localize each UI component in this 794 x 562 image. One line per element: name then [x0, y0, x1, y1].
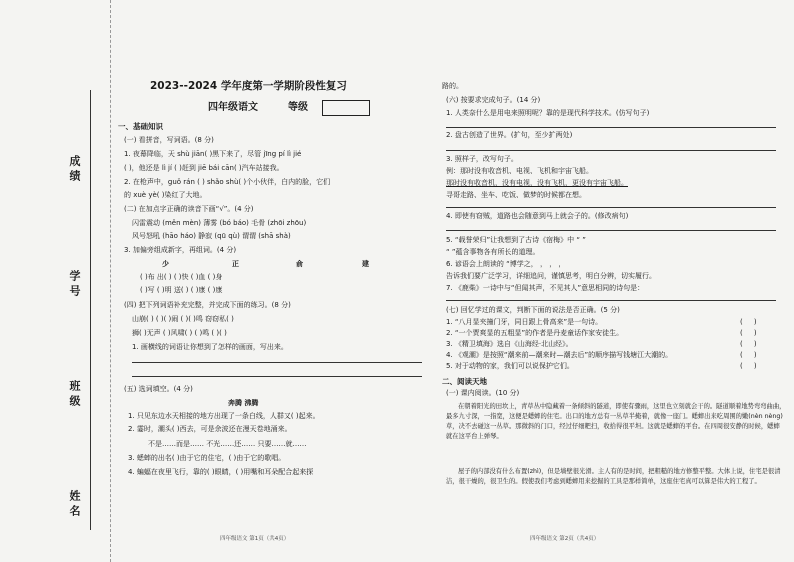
q5-title: (五) 选词填空。(4 分): [124, 385, 193, 393]
q1-title: (一) 看拼音，写词语。(8 分): [124, 136, 214, 144]
binding-margin: [0, 0, 111, 562]
q5-connectives: 不是……而是…… 不光……还…… 只要……就……: [148, 440, 307, 448]
q2-line1: 闪雷震动 (měn mèn) 薄雾 (bó báo) 毛骨 (zhōi zhōu): [132, 219, 307, 227]
q7-item-1: 1. “八月显夹撞门牙，同日跟上骨高来”是一句诗。: [446, 318, 603, 326]
q6-item-2: 2. 盘古创造了世界。(扩句，至少扩两处): [446, 131, 573, 139]
q1-line3: 2. 在枪声中，guǒ rán ( ) shǎo shù( )个小伙伴，白内的脸，它们: [124, 178, 331, 186]
right-page: [440, 0, 790, 562]
q3-title: 3. 加偏旁组成新字，再组词。(4 分): [124, 246, 237, 254]
name-label: 姓 名: [68, 490, 81, 516]
q2-title: (二) 在加点字正确的读音下画“√”。(4 分): [124, 205, 254, 213]
q6-answer-3[interactable]: [446, 207, 776, 208]
q7-item-2: 2. “一个贾爽显的五粗显”的作者是丹麦童话作家安徒生。: [446, 329, 624, 337]
q7-item-4: 4. 《观潮》是按照“潮来前—潮来时—潮去后”的顺序描写钱塘江大潮的。: [446, 351, 673, 359]
q2-line2: 风号怒吼 (hāo háo) 静寂 (qū qù) 谓谓 (shā shà): [132, 232, 291, 240]
q6-title: (六) 按要求完成句子。(14 分): [446, 96, 541, 104]
q3-head-1: 少: [162, 260, 169, 268]
q5-sentence-2: 2. 霎时，潮头( )西去，可是余波还在漫天卷地涌来。: [128, 425, 292, 433]
score-label: 成 绩: [68, 155, 81, 181]
q5-words: 奔腾 沸腾: [228, 399, 259, 407]
q5-sentence-3: 3. 蟋蟀的出名( )由于它的住宅，( )由于它的歌唱。: [128, 454, 286, 462]
q6-item-1: 1. 人类奈什么是用电来照明呢？靠的是现代科学技术。(仿写句子): [446, 109, 650, 117]
left-page: [110, 0, 435, 562]
q6-example-1: 例：那时没有收音机、电视、飞机和宇宙飞船。: [446, 167, 593, 175]
q6-item-6b: 告诉我们要广泛学习，详细追问，谨慎思考，明白分辨，切实履行。: [446, 272, 656, 280]
q6-example-2: 那时没有收音机，没有电视，没有飞机，更没有宇宙飞船。: [446, 179, 628, 187]
continued-text: 路的。: [442, 82, 463, 90]
q6-item-3: 3. 照样子，改写句子。: [446, 155, 518, 163]
q6-item-5: 5. “载誉荣归”让我想到了古诗《宿梅》中 “ ”: [446, 236, 586, 244]
q6-item-7: 7. 《鹿柴》一诗中与“但闻其声，不见其人”意思相同的诗句是：: [446, 284, 645, 292]
q4-answer-line-1[interactable]: [132, 362, 422, 363]
q6-item-6: 6. 谚语会上朗读的 “博学之， ， ， ，: [446, 260, 566, 268]
class-label: 班 级: [68, 380, 81, 406]
q7-answer-5[interactable]: ( ): [740, 362, 757, 370]
exam-title: 2023--2024 学年度第一学期阶段性复习: [150, 80, 347, 92]
q4-line2: 狮( )无声 ( )风啸( ) ( )鸣 ( )( ): [132, 329, 227, 337]
q7-answer-1[interactable]: ( ): [740, 318, 757, 326]
q4-task: 1. 画横线的词语让你想到了怎样的画面，写出来。: [132, 343, 288, 351]
q6-example-3: 寻哥走路、坐车、吃饭、做梦的时候都在想。: [446, 191, 586, 199]
q4-title: (四) 把下列词语补充完整，并完成下面的练习。(8 分): [124, 301, 291, 309]
left-page-footer: 四年级语文 第1页（共4页）: [220, 536, 290, 542]
q5-sentence-4: 4. 蝙蝠在夜里飞行，靠的( )眼睛，( )用嘴和耳朵配合起来探: [128, 468, 314, 476]
grade-box[interactable]: [322, 100, 370, 116]
q4-line1: 山崩( ) ( )( )闹 ( )( )鸣 窃窃私( ): [132, 315, 234, 323]
q6-item-4: 4. 即使有窃贼，道路也会随意到马上就会子的。(修改病句): [446, 212, 629, 220]
part1-title: 一、基础知识: [118, 122, 163, 131]
q4-answer-line-2[interactable]: [132, 376, 422, 377]
q6-answer-1[interactable]: [446, 127, 776, 128]
binding-line: [90, 90, 91, 530]
q7-item-5: 5. 对于动物的家，我们可以说保护它们。: [446, 362, 574, 370]
q6-answer-2[interactable]: [446, 150, 776, 151]
q1-line1: 1. 夜幕降临，天 shù jiān( )黑下来了，尽管 jīng pí lì jié: [124, 150, 302, 158]
subject-title: 四年级语文: [208, 102, 258, 113]
q5-sentence-1: 1. 只见东边水天相接的地方出现了一条白线，人群又( )起来。: [128, 412, 320, 420]
right-page-footer: 四年级语文 第2页（共4页）: [530, 536, 600, 542]
q3-line1: ( )布 出( ) ( )快 ( )血 ( )身: [140, 273, 223, 281]
reading-passage-1: 在朝着阳光的田坎上，青草丛中隐藏着一条倾斜的隧道，即使有骤雨，这里也立刻就会干的。隧道顺着地势弯弯曲曲，最多九寸深，一指宽，这便是蟋蟀的住宅。出口的地方总有一丛草半掩着，就像一座门。蟋蟀出来吃周围的嫩(nèn nèng)草，决不去碰这一丛草。那微斜的门口，经过仔细耙扫，收拾得很平坦。这就是蟋蟀的平台。在四周很安静的时候，蟋蟀就在这平台上弹琴。: [446, 403, 786, 440]
q3-head-2: 正: [232, 260, 239, 268]
q3-line2: ( )写 ( )明 送( ) ( )康 ( )康: [140, 286, 223, 294]
q7-answer-4[interactable]: ( ): [740, 351, 757, 359]
q1-line2: ( )，他还是 lì jí ( )赶到 jiē bái cān( )汽车站接我。: [124, 164, 284, 172]
q6-answer-7[interactable]: [446, 300, 776, 301]
q7-title: (七) 回忆学过的课文，判断下面的说法是否正确。(5 分): [446, 306, 620, 314]
part2-subtitle: (一) 课内阅读。(10 分): [446, 389, 520, 397]
student-id-label: 学 号: [68, 270, 81, 296]
q7-item-3: 3. 《精卫填海》选自《山海经·北山经》。: [446, 340, 573, 348]
q3-head-4: 建: [362, 260, 369, 268]
q3-head-3: 俞: [296, 260, 303, 268]
q1-line4: 的 xuè yè( )染红了大地。: [124, 191, 207, 199]
q6-answer-4[interactable]: [446, 230, 776, 231]
q6-item-5b: “ ”蕴含事物各有所长的道理。: [446, 248, 540, 256]
part2-title: 二、阅读天地: [442, 377, 487, 386]
reading-passage-2: 屋子的内部没有什么布置(zhì)，但是墙壁很光滑。主人有的是时间，把粗糙的地方修整平整。大体上说，住宅是很清洁，很干燥的，很卫生的。假使我们考虑到蟋蟀用来挖掘的工具是那样简单，这座住宅真可以算是伟大的工程了。: [446, 468, 781, 485]
grade-label: 等级: [288, 102, 308, 113]
q7-answer-3[interactable]: ( ): [740, 340, 757, 348]
q7-answer-2[interactable]: ( ): [740, 329, 757, 337]
